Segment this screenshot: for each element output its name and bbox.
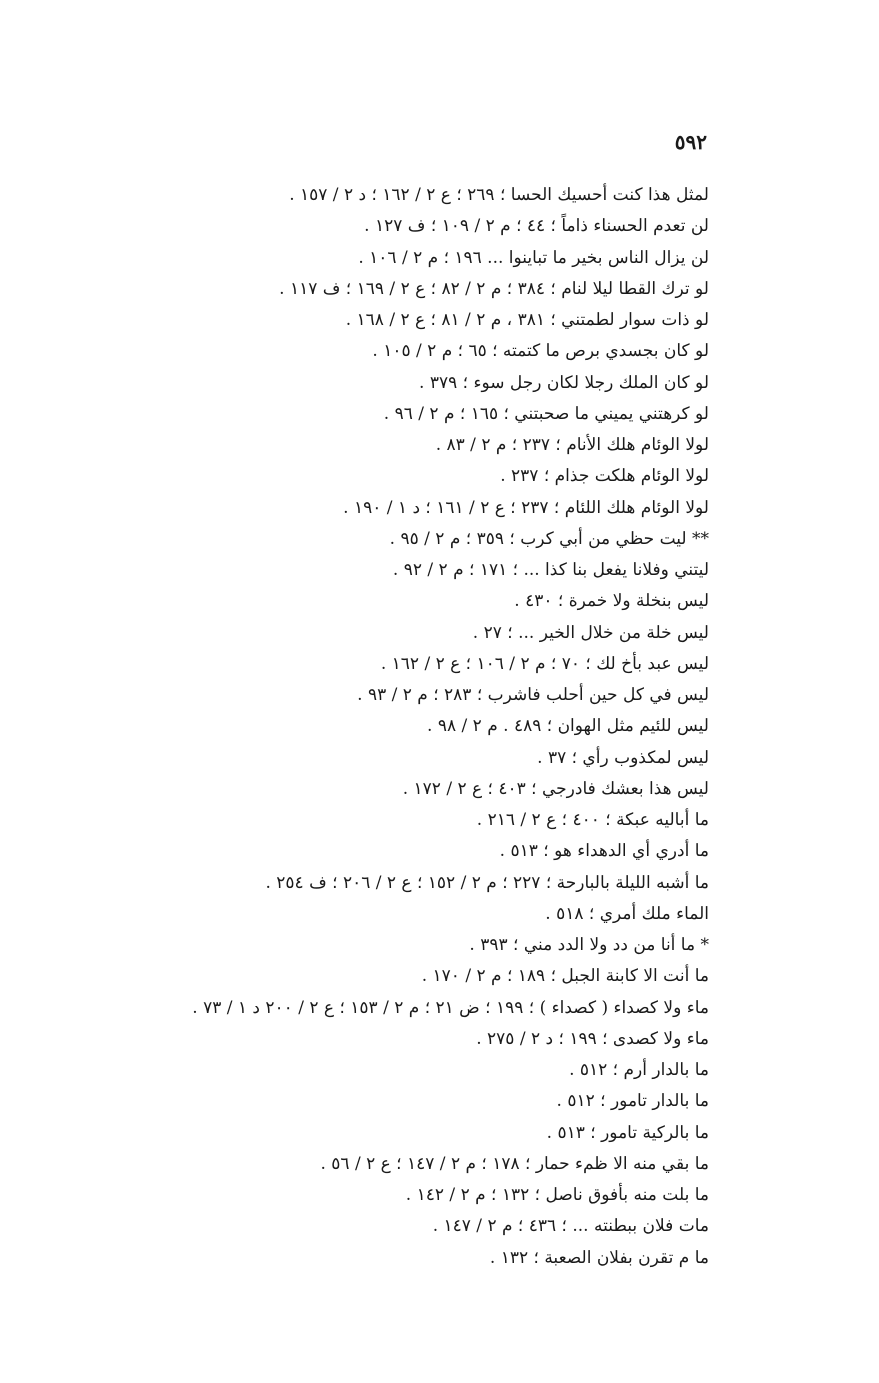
- index-entry: ليس للئيم مثل الهوان ؛ ٤٨٩ . م ٢ / ٩٨ .: [427, 716, 709, 737]
- index-entry: ما أنت الا كابنة الجبل ؛ ١٨٩ ؛ م ٢ / ١٧٠ .: [421, 966, 709, 987]
- index-entry: لولا الوئام هلك اللئام ؛ ٢٣٧ ؛ ع ٢ / ١٦١ ؛ د ١ / ١٩٠ .: [343, 497, 709, 518]
- proverb-index-list: [9, 180, 709, 1274]
- index-entry: ليس هذا بعشك فادرجي ؛ ٤٠٣ ؛ ع ٢ / ١٧٢ .: [402, 778, 709, 799]
- index-entry: ليس خلة من خلال الخير ... ؛ ٢٧ .: [472, 622, 709, 643]
- index-entry: ليس في كل حين أحلب فاشرب ؛ ٢٨٣ ؛ م ٢ / ٩٣ .: [357, 685, 709, 705]
- index-entry: لن يزال الناس بخير ما تباينوا ... ١٩٦ ؛ م ٢ / ١٠٦ .: [358, 247, 709, 268]
- index-entry: ما بلت منه بأفوق ناصل ؛ ١٣٢ ؛ م ٢ / ١٤٢ .: [405, 1185, 709, 1205]
- index-entry: ما بالدار تامور ؛ ٥١٢ .: [556, 1091, 709, 1112]
- index-entry: لو كرهتني يميني ما صحبتني ؛ ١٦٥ ؛ م ٢ / ٩٦ .: [383, 403, 709, 424]
- index-entry: لولا الوئام هلكت جذام ؛ ٢٣٧ .: [500, 466, 709, 487]
- index-entry: ماء ولا كصدى ؛ ١٩٩ ؛ د ٢ / ٢٧٥ .: [476, 1028, 709, 1049]
- index-entry: ما أدري أي الدهداء هو ؛ ٥١٣ .: [499, 841, 709, 862]
- index-entry: ما بالركية تامور ؛ ٥١٣ .: [546, 1122, 709, 1143]
- index-entry: لن تعدم الحسناء ذاماً ؛ ٤٤ ؛ م ٢ / ١٠٩ ؛ ف ١٢٧ .: [364, 216, 709, 237]
- index-entry: ** ليت حظي من أبي كرب ؛ ٣٥٩ ؛ م ٢ / ٩٥ .: [389, 528, 709, 549]
- index-entry: ماء ولا كصداء ( كصداء ) ؛ ١٩٩ ؛ ض ٢١ ؛ م ٢ / ١٥٣ ؛ ع ٢ / ٢٠٠ د ١ / ٧٣ .: [192, 997, 709, 1018]
- index-entry: ما أشبه الليلة بالبارحة ؛ ٢٢٧ ؛ م ٢ / ١٥٢ ؛ ع ٢ / ٢٠٦ ؛ ف ٢٥٤ .: [265, 872, 709, 893]
- index-entry: لو كان بجسدي برص ما كتمته ؛ ٦٥ ؛ م ٢ / ١٠٥ .: [372, 341, 709, 362]
- index-entry: ليس لمكذوب رأي ؛ ٣٧ .: [537, 747, 709, 768]
- index-entry: ليس بنخلة ولا خمرة ؛ ٤٣٠ .: [514, 591, 709, 612]
- index-entry: ليتني وفلانا يفعل بنا كذا ... ؛ ١٧١ ؛ م ٢ / ٩٢ .: [392, 560, 709, 580]
- index-entry: ما بالدار أرم ؛ ٥١٢ .: [569, 1060, 709, 1080]
- index-entry: لو ذات سوار لطمتني ؛ ٣٨١ ، م ٢ / ٨١ ؛ ع ٢ / ١٦٨ .: [345, 310, 709, 330]
- index-entry: الماء ملك أمري ؛ ٥١٨ .: [545, 903, 709, 924]
- index-entry: ما بقي منه الا ظمء حمار ؛ ١٧٨ ؛ م ٢ / ١٤٧ ؛ ع ٢ / ٥٦ .: [320, 1153, 709, 1174]
- index-entry: ما أباليه عبكة ؛ ٤٠٠ ؛ ع ٢ / ٢١٦ .: [476, 810, 709, 830]
- index-entry: لولا الوئام هلك الأنام ؛ ٢٣٧ ؛ م ٢ / ٨٣ .: [435, 435, 709, 455]
- index-entry: لو ترك القطا ليلا لنام ؛ ٣٨٤ ؛ م ٢ / ٨٢ ؛ ع ٢ / ١٦٩ ؛ ف ١١٧ .: [279, 278, 709, 299]
- index-entry: ليس عبد بأخ لك ؛ ٧٠ ؛ م ٢ / ١٠٦ ؛ ع ٢ / ١٦٢ .: [380, 653, 709, 674]
- index-entry: * ما أنا من دد ولا الدد مني ؛ ٣٩٣ .: [469, 935, 709, 955]
- index-entry: مات فلان ببطنته ... ؛ ٤٣٦ ؛ م ٢ / ١٤٧ .: [432, 1216, 709, 1237]
- index-entry: ما م تقرن بفلان الصعبة ؛ ١٣٢ .: [489, 1247, 709, 1268]
- index-entry: لمثل هذا كنت أحسيك الحسا ؛ ٢٦٩ ؛ ع ٢ / ١٦٢ ؛ د ٢ / ١٥٧ .: [289, 185, 709, 205]
- index-entry: لو كان الملك رجلا لكان رجل سوء ؛ ٣٧٩ .: [419, 372, 709, 393]
- page-number: ٥٩٢: [674, 130, 707, 154]
